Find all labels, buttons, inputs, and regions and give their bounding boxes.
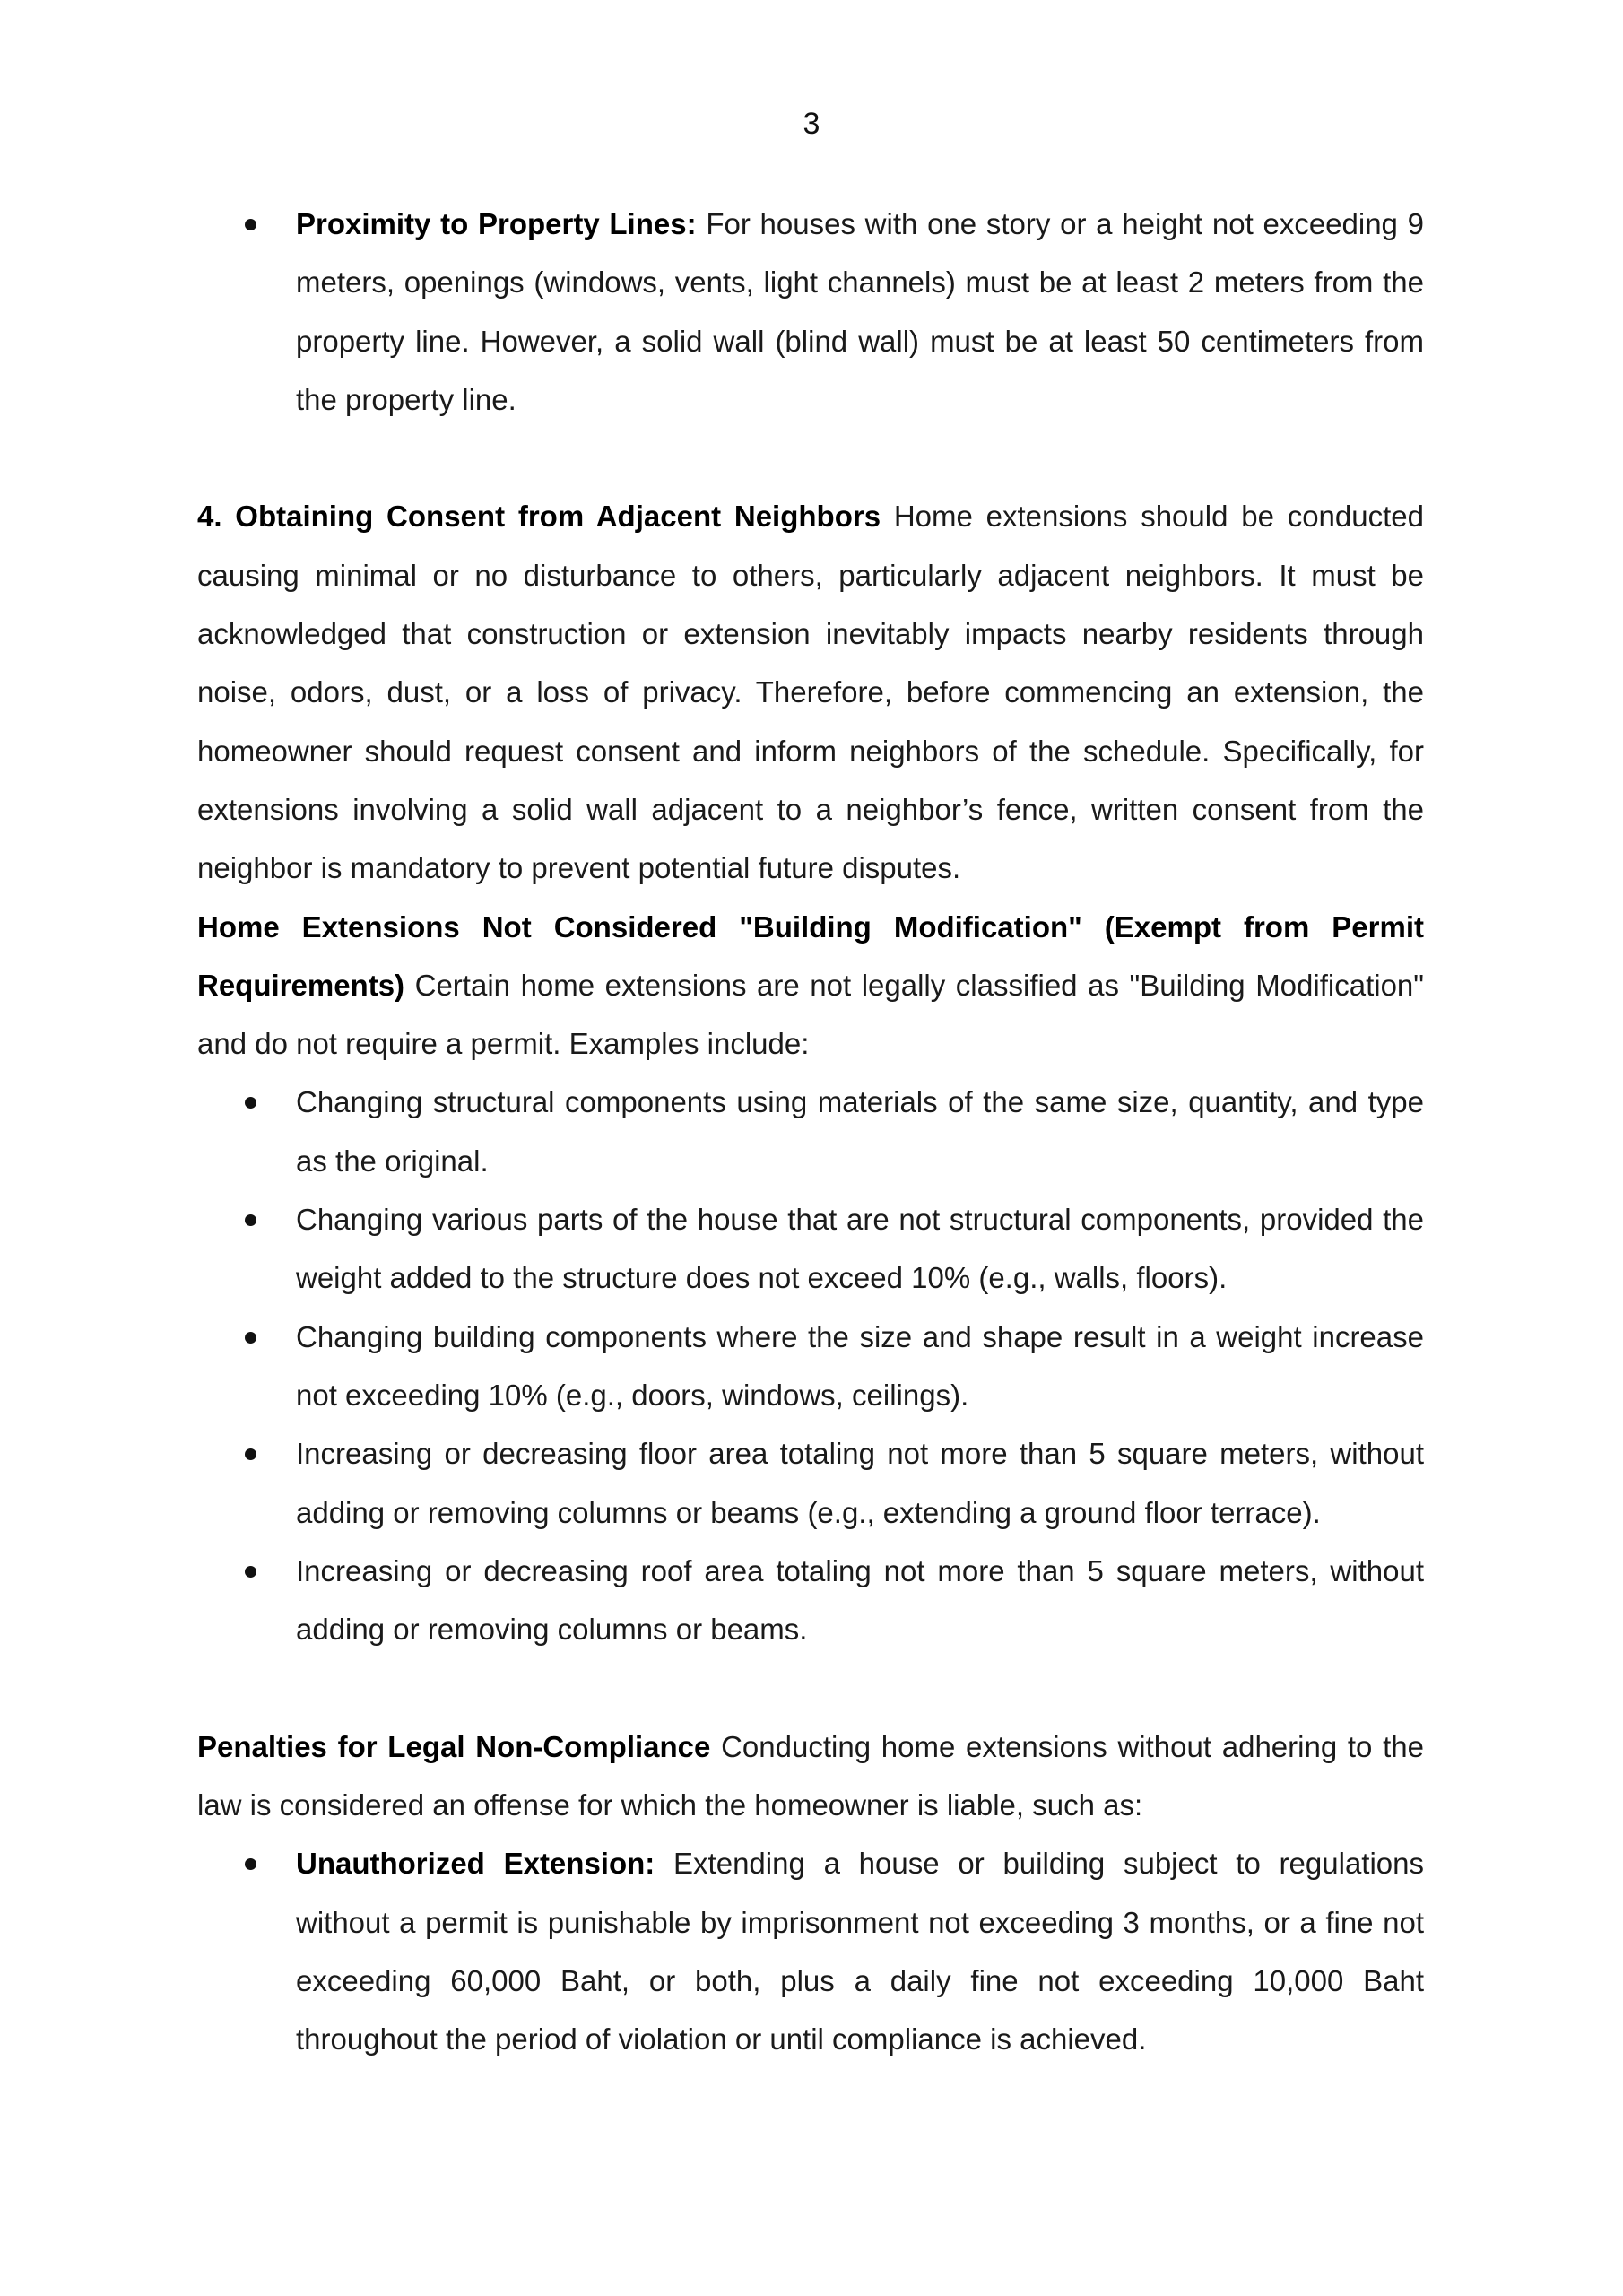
item-text: Changing various parts of the house that are not structural components, provided the weight added to the structure does not exceed 10% (e.g., walls, floors). [296,1203,1424,1295]
spacer [197,1658,1424,1717]
consent-paragraph [197,487,1424,897]
list-item [197,195,1424,429]
penalties-heading: Penalties for Legal Non-Compliance [197,1729,711,1763]
list-item [197,1424,1424,1542]
list-item [197,1190,1424,1308]
list-item [197,1073,1424,1190]
item-text: Increasing or decreasing roof area totaling not more than 5 square meters, without adding or removing columns or beams. [296,1553,1424,1647]
bullet-icon [245,219,256,230]
consent-text: Home extensions should be conducted causing minimal or no disturbance to others, particularly adjacent neighbors. It must be acknowledged that construction or extension inevitably impacts nearby residents through noise, odors, dust, or a loss of privacy. Therefore, before commencing an extension, the homeowner should request consent and inform neighbors of the schedule. Specifically, for extensions involving a solid wall adjacent to a neighbor’s fence, written consent from the neighbor is mandatory to prevent potential future disputes. [197,500,1424,885]
list-item [197,1308,1424,1425]
item-title: Proximity to Property Lines: [296,207,697,240]
penalties-list [197,1834,1424,2068]
bullet-icon [245,1566,256,1578]
item-text: Increasing or decreasing floor area totaling not more than 5 square meters, without adding or removing columns or beams (e.g., extending a ground floor terrace). [296,1437,1424,1529]
page-number: 3 [803,107,820,141]
bullet-icon [245,1858,256,1870]
list-item [197,1542,1424,1659]
penalties-text: Conducting home extensions without adhering to the law is considered an offense for which the homeowner is liable, such as: [197,1729,1424,1822]
list-item [197,1834,1424,2068]
item-title: Unauthorized Extension: [296,1847,655,1881]
item-text: Extending a house or building subject to regulations without a permit is punishable by imprisonment not exceeding 3 months, or a fine not exceeding 60,000 Baht, or both, plus a daily fine not exceeding 10,000 Baht throughout the period of violation or until compliance is achieved. [296,1847,1424,2057]
item-text: Changing building components where the size and shape result in a weight increase not exceeding 10% (e.g., doors, windows, ceilings). [296,1319,1424,1412]
exempt-paragraph [197,898,1424,1074]
property-line-bullet-list [197,195,1424,429]
bullet-icon [245,1097,256,1109]
exempt-heading: Home Extensions Not Considered "Building Modification" (Exempt from Permit Requirements) [197,909,1424,1002]
exempt-list [197,1073,1424,1658]
penalties-paragraph [197,1718,1424,1835]
bullet-icon [245,1332,256,1344]
exempt-text: Certain home extensions are not legally classified as "Building Modification" and do not require a permit. Examples include: [197,968,1424,1061]
bullet-icon [245,1448,256,1460]
item-text: Changing structural components using materials of the same size, quantity, and type as the original. [296,1085,1424,1178]
consent-heading: 4. Obtaining Consent from Adjacent Neighbors [197,500,881,534]
page-content [197,195,1424,2069]
spacer [197,429,1424,487]
item-text: For houses with one story or a height not exceeding 9 meters, openings (windows, vents, light channels) must be at least 2 meters from the property line. However, a solid wall (blind wall) must be at least 50 centimeters from the property line. [296,207,1424,416]
bullet-icon [245,1214,256,1226]
